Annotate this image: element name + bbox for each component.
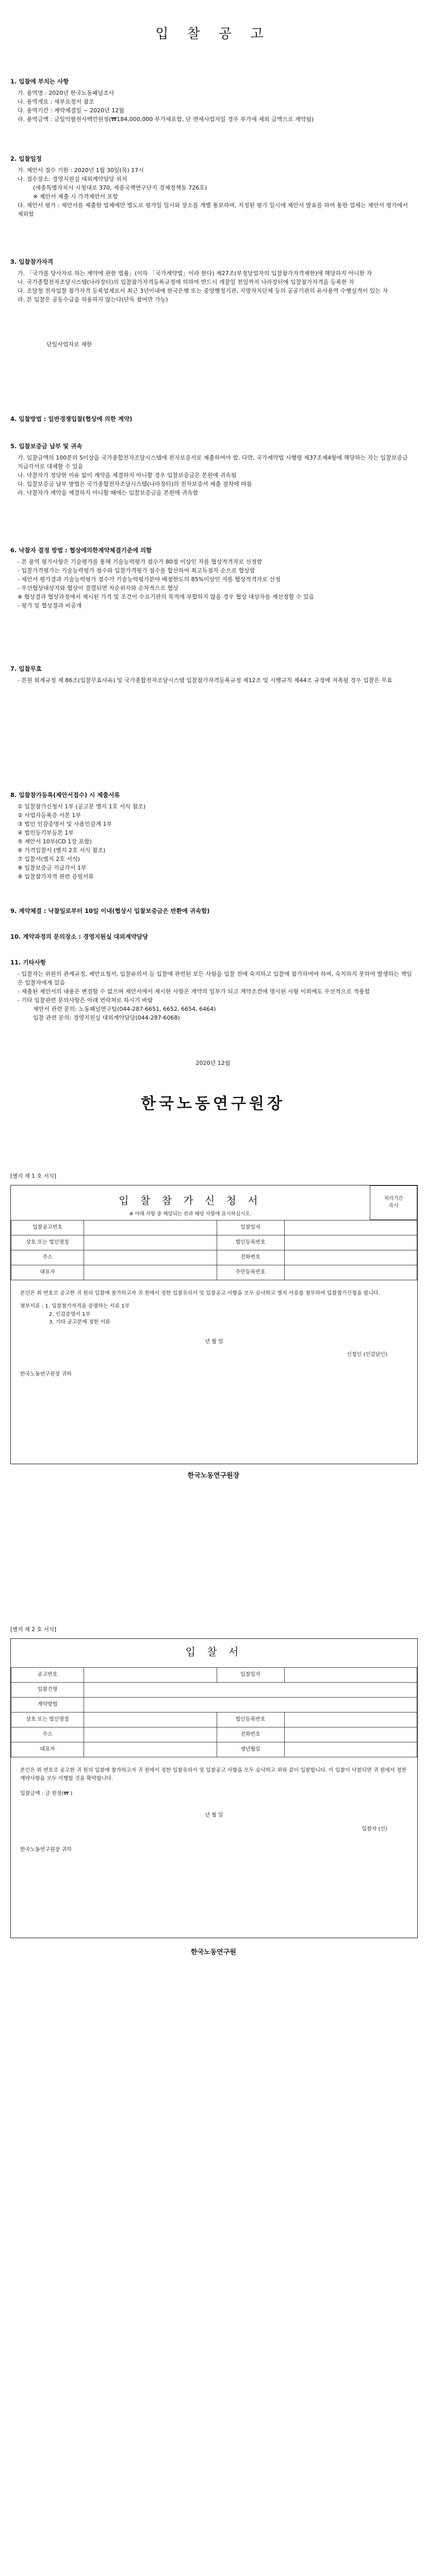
field-value[interactable] bbox=[284, 1250, 417, 1265]
section-line: 라. 본 입찰은 공동수급을 허용하지 않는다(단독 참여만 가능) bbox=[18, 296, 168, 303]
field-label: 대표자 bbox=[11, 1265, 84, 1280]
form2-body bbox=[11, 1757, 417, 1858]
section-line: ⑦ 입찰서(별지 2호 서식) bbox=[18, 856, 80, 863]
form1-attach: 첨부서류 : 1. 입찰참가자격을 증명하는 서류 1부 bbox=[20, 1303, 130, 1310]
section-heading: 1. 입찰에 부치는 사항 bbox=[10, 78, 69, 85]
field-label: 전화번호 bbox=[217, 1250, 284, 1265]
section-heading: 3. 입찰참가자격 bbox=[10, 258, 54, 265]
field-value[interactable] bbox=[84, 1220, 217, 1235]
field-value[interactable] bbox=[84, 1265, 217, 1280]
section-line: 나. 접수장소: 경영지원실 대외계약담당 위치 bbox=[18, 175, 127, 182]
section-line: ⑨ 입찰참가자격 관련 증빙서류 bbox=[18, 873, 94, 880]
form1-title: 입 찰 참 가 신 청 서 bbox=[119, 1194, 262, 1207]
field-label: 대표자 bbox=[11, 1742, 84, 1757]
section-line: 나. 낙찰자가 정당한 이유 없이 계약을 체결하지 아니할 경우 입찰보증금은 본원에 귀속됨 bbox=[18, 471, 237, 479]
field-label: 상호 또는 법인명칭 bbox=[11, 1235, 84, 1250]
section-2 bbox=[10, 155, 413, 218]
field-label: 주소 bbox=[11, 1250, 84, 1265]
section-line: ※ 제안서 제출 시 가격제안서 포함 bbox=[33, 193, 118, 200]
field-value[interactable] bbox=[84, 1668, 217, 1683]
section-heading: 11. 기타사항 bbox=[10, 959, 46, 966]
field-label: 계약방법 bbox=[11, 1698, 84, 1713]
section-heading: 6. 낙찰자 결정 방법 : 협상에의한계약체결기준에 의함 bbox=[10, 547, 152, 554]
field-value[interactable] bbox=[84, 1698, 417, 1713]
table-row bbox=[11, 1235, 417, 1250]
form1-footer: 한국노동연구원장 bbox=[187, 1472, 240, 1480]
section-line: - 본 용역 평가사항은 기술평가를 통해 기술능력평가 점수가 80점 이상인 자를 협상적격자로 선정함 bbox=[18, 558, 263, 565]
section-line: 나. 국가종합전자조달시스템(나라장터)의 입찰참가자격등록규정에 의하여 반드시 개찰일 전일까지 나라장터에 입찰참가자격을 등록한 자 bbox=[18, 278, 354, 285]
section-9 bbox=[10, 907, 413, 918]
section-heading: 4. 입찰방법 : 일반경쟁입찰(협상에 의한 계약) bbox=[10, 415, 133, 422]
section-line: (세종특별자치시 시청대로 370, 세종국책연구단지 경제정책동 726호) bbox=[33, 184, 207, 191]
section-4 bbox=[10, 415, 413, 426]
field-value[interactable] bbox=[84, 1742, 217, 1757]
field-label: 입찰일자 bbox=[217, 1668, 284, 1683]
field-label: 주소 bbox=[11, 1727, 84, 1742]
form2-amount: 입찰금액 : 금 원정(₩ ) bbox=[20, 1791, 73, 1797]
field-label: 주민등록번호 bbox=[217, 1265, 284, 1280]
section-line: 다. 조달청 전자입찰 참가자격 등록업체로서 최근 3년이내에 한국은행 또는 중앙행정기관, 지방자치단체 등의 공공기관의 유사용역 수행실적이 있는 자 bbox=[18, 287, 388, 294]
field-label: 입찰건명 bbox=[11, 1683, 84, 1698]
field-value[interactable] bbox=[284, 1713, 417, 1727]
section-8 bbox=[10, 791, 413, 881]
org-signature: 한국노동연구원장 bbox=[141, 1095, 285, 1113]
section-3 bbox=[10, 258, 413, 349]
form1-attach-3: 3. 기타 공고문에 정한 서류 bbox=[49, 1319, 110, 1326]
section-heading: 8. 입찰참가등록(제안서접수) 시 제출서류 bbox=[10, 791, 120, 799]
section-line: ⑧ 입찰보증금 지급각서 1부 bbox=[18, 865, 87, 872]
field-label: 입찰일자 bbox=[217, 1220, 284, 1235]
section-line: - 제안서 평가결과 기술능력평가 점수가 기술능력평가분야 배점한도의 85%이상인 자를 협상적격자로 선정 bbox=[18, 575, 281, 583]
field-value[interactable] bbox=[284, 1668, 417, 1683]
field-value[interactable] bbox=[284, 1742, 417, 1757]
field-value[interactable] bbox=[84, 1713, 217, 1727]
form1-signer: 신청인 (인감날인) bbox=[347, 1352, 387, 1358]
section-heading: 7. 입찰무효 bbox=[10, 665, 42, 672]
section-line: - 우선협상대상자와 협상이 결렬되면 차순위자와 순차적으로 협상 bbox=[18, 584, 178, 591]
section-line: ③ 법인 인감증명서 및 사용인감계 1부 bbox=[18, 820, 112, 827]
form2-statement: 본인은 위 번호로 공고한 귀 원의 입찰에 참가하고자 귀 원에서 정한 입찰유의서 및 입찰공고 사항을 모두 승낙하고 위와 같이 입찰합니다. 이 입찰이 낙찰되면 귀 원에서 정한 계약사항을 모두 이행할 것을 확약합니다. bbox=[20, 1768, 407, 1782]
section-line: 다. 제안서 평가 : 제안서를 제출한 업체에만 별도로 평가일 일시와 장소를 개별 통보하며, 지정된 평가 일시에 제안서 발표를 하여 통한 업체는 제안서 평가에서 제외함 bbox=[18, 202, 408, 218]
form1-body bbox=[11, 1280, 417, 1383]
form1-period-label: 처리기간 bbox=[384, 1195, 403, 1201]
section-line: ④ 법인등기부등본 1부 bbox=[18, 829, 74, 836]
form2-signer: 입찰자 (인) bbox=[362, 1826, 387, 1832]
section-line: - 입찰자는 위원의 관계규정, 제안요청서, 입찰유의서 등 입찰에 관련된 모든 사항을 입찰 전에 숙지하고 입찰에 참가하여야 하며, 숙지하지 못하여 발생하는 책임은 입찰자에게 있음 bbox=[18, 970, 412, 986]
field-label: 상호 또는 법인명칭 bbox=[11, 1713, 84, 1727]
page-title: 입 찰 공 고 bbox=[155, 26, 271, 42]
section-line: 가. 용역명 : 2020년 한국노동패널조사 bbox=[18, 89, 114, 96]
form1-period-value: 즉시 bbox=[388, 1203, 399, 1209]
form1-box bbox=[10, 1185, 418, 1464]
table-row bbox=[11, 1742, 417, 1757]
section-1 bbox=[10, 77, 413, 124]
field-value[interactable] bbox=[84, 1683, 417, 1698]
section-heading: 10. 계약과정의 문의장소 : 경영지원실 대외계약담당 bbox=[10, 933, 149, 940]
section-line: - 본원 회계규정 제 86조(입찰무효사유) 및 국가종합전자조달시스템 입찰참가자격등록규정 제12조 및 시행규칙 제44조 규정에 저촉될 경우 입찰은 무효 bbox=[18, 676, 392, 684]
section-line: - 입찰가격평가는 기술능력평가 점수와 입찰가격평가 점수를 합산하여 최고득점자 순으로 협상함 bbox=[18, 567, 255, 574]
form1-attach-2: 2. 인감증명서 1부 bbox=[49, 1311, 91, 1317]
section-line: ※ 협상결과 협상과정에서 제시된 가격 및 조건이 수요기관의 목적에 부합하지 않을 경우 협상 대상자를 재선정할 수 있음 bbox=[18, 594, 315, 600]
form2-date: 년 월 일 bbox=[205, 1812, 223, 1818]
section-line: - 평가 및 협상결과 비공개 bbox=[18, 602, 82, 609]
section-line: 나. 용역개요 : 세부요청서 참조 bbox=[18, 98, 94, 105]
table-row bbox=[11, 1713, 417, 1727]
form1-statement: 본인은 위 번호로 공고한 귀 원의 입찰에 참가하고자 귀 원에서 정한 입찰유의서 및 입찰공고 사항을 모두 승낙하고 별지 서류를 첨부하여 입찰참가신청을 합니다. bbox=[20, 1290, 380, 1296]
section-line: ① 입찰참가신청서 1부 (공고문 별지 1호 서식 참조) bbox=[18, 803, 146, 810]
table-row bbox=[11, 1698, 417, 1713]
field-value[interactable] bbox=[284, 1265, 417, 1280]
section-line: 가. 입찰금액의 100분의 5이상을 국가종합전자조달시스템에 전자보증서로 제출하여야 함. 다만, 국가계약법 시행령 제37조제4항에 해당하는 자는 입찰보증금 지급각서로 대체할 수 있음 bbox=[18, 454, 408, 470]
form1-note: ※ 아래 사항 중 해당되는 칸과 해당 사항에 표시하십시오. bbox=[129, 1211, 252, 1217]
section-heading: 9. 계약체결 : 낙찰일로부터 10일 이내(협상시 입찰보증금은 반환에 귀속함) bbox=[10, 907, 210, 914]
table-row bbox=[11, 1265, 417, 1280]
field-value[interactable] bbox=[284, 1727, 417, 1742]
section-5 bbox=[10, 442, 413, 497]
form1-field-table bbox=[11, 1220, 417, 1280]
form2-label: [별지 제 2 호 서식] bbox=[10, 1626, 57, 1633]
section-note: 단일사업자로 제한 bbox=[46, 341, 92, 348]
field-value[interactable] bbox=[84, 1235, 217, 1250]
table-row bbox=[11, 1220, 417, 1235]
form1-addressee: 한국노동연구원장 귀하 bbox=[20, 1371, 72, 1377]
section-line: ⑥ 가격입찰서 (별지 2호 서식 참조) bbox=[18, 847, 106, 854]
table-row bbox=[11, 1250, 417, 1265]
announcement-date: 2020년 12월 bbox=[195, 1060, 231, 1066]
section-11 bbox=[10, 958, 413, 1022]
form2-footer: 한국노동연구원 bbox=[191, 1948, 236, 1956]
form2-box bbox=[10, 1638, 418, 1938]
field-label: 생년월일 bbox=[217, 1742, 284, 1757]
section-line: 다. 입찰보증금 납부 방법은 국가종합전자조달시스템(나라장터)의 전자보증서 제출 절차에 따름 bbox=[18, 480, 252, 487]
form2-addressee: 한국노동연구원장 귀하 bbox=[20, 1846, 72, 1853]
section-line: 라. 용역금액 : 금일억팔천사백만원정(₩184,000,000 부가세포함, 단 면세사업자일 경우 부가세 제외 금액으로 계약됨) bbox=[18, 115, 314, 123]
section-6 bbox=[10, 546, 413, 610]
section-line: ② 사업자등록증 사본 1부 bbox=[18, 811, 81, 819]
field-label: 법인등록번호 bbox=[217, 1235, 284, 1250]
section-line: 제안서 관련 문의: 노동패널연구팀(044-287-6651, 6652, 6654, 6464) bbox=[33, 1006, 216, 1012]
section-line: ⑤ 제안서 10부(CD 1장 포함) bbox=[18, 838, 92, 845]
table-row bbox=[11, 1727, 417, 1742]
field-label: 전화번호 bbox=[217, 1727, 284, 1742]
field-label: 법인등록번호 bbox=[217, 1713, 284, 1727]
field-value[interactable] bbox=[284, 1235, 417, 1250]
table-row bbox=[11, 1683, 417, 1698]
section-line: 다. 용역기간 : 계약체결일 ~ 2020년 12월 bbox=[18, 107, 124, 114]
form1-label: [별지 제 1 호 서식] bbox=[10, 1173, 57, 1179]
section-line: 가. 제안서 접수 기한 : 2020년 1월 30일(목) 17시 bbox=[18, 166, 144, 174]
form2-field-table bbox=[11, 1667, 417, 1757]
field-label: 입찰공고번호 bbox=[11, 1220, 84, 1235]
section-line: - 기타 입찰관련 문의사항은 아래 연락처로 하시기 바람 bbox=[18, 996, 153, 1004]
form2-title: 입 찰 서 bbox=[185, 1646, 243, 1658]
section-heading: 5. 입찰보증금 납부 및 귀속 bbox=[10, 443, 83, 450]
form1-date: 년 월 일 bbox=[205, 1338, 223, 1345]
section-line: 라. 낙찰자가 계약을 체결하지 아니할 때에는 입찰보증금을 본원에 귀속함 bbox=[18, 489, 199, 496]
field-value[interactable] bbox=[84, 1250, 217, 1265]
field-value[interactable] bbox=[84, 1727, 217, 1742]
section-7 bbox=[10, 665, 413, 685]
section-heading: 2. 입찰일정 bbox=[10, 155, 42, 162]
form1-header-table bbox=[11, 1185, 417, 1220]
field-label: 공고번호 bbox=[11, 1668, 84, 1683]
section-line: 입찰 관련 문의: 경영지원실 대외계약담당(044-287-6068) bbox=[33, 1014, 180, 1022]
section-line: - 제출된 제안서의 내용은 변경할 수 없으며 제안서에서 제시한 사항은 계약의 일부가 되고 계약조건에 명시된 사항 이외에도 우선적으로 적용함 bbox=[18, 988, 370, 995]
section-line: 가. 「국가를 당사자로 하는 계약에 관한 법률」(이하 「국가계약법」이라 한다) 제27조(부정당업자의 입찰참가자격제한)에 해당하지 아니한 자 bbox=[18, 269, 372, 277]
field-value[interactable] bbox=[284, 1220, 417, 1235]
table-row bbox=[11, 1668, 417, 1683]
section-10 bbox=[10, 933, 413, 944]
